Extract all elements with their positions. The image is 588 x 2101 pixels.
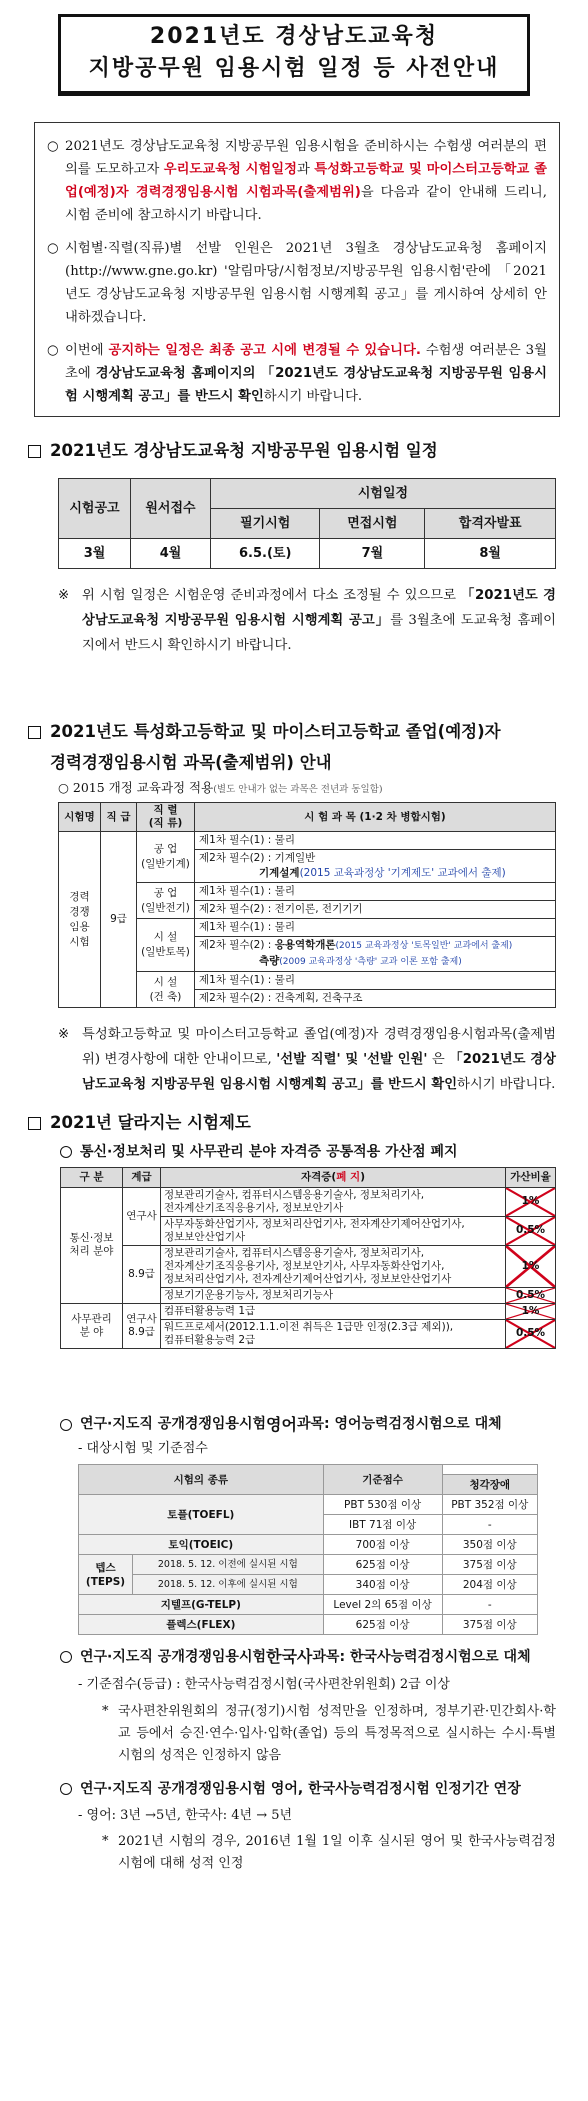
lang-score: PBT 530점 이상 bbox=[323, 1495, 442, 1515]
bonus-cert: 사무자동화산업기사, 정보처리산업기사, 전자계산기제어산업기사, 정보보안산업기사 bbox=[161, 1216, 506, 1245]
bonus-grade: 8.9급 bbox=[123, 1245, 161, 1303]
th-cert-a: 자격증( bbox=[301, 1170, 337, 1183]
circle-bullet-icon: ○ bbox=[47, 241, 59, 256]
notice-text: 하시기 바랍니다. bbox=[263, 389, 363, 404]
lang-hearing: 375점 이상 bbox=[442, 1555, 537, 1575]
th-grade: 직 급 bbox=[101, 803, 137, 832]
history-star-text: 국사편찬위원회의 정규(정기)시험 성적만을 인정하며, 정부기관·민간회사·학교 등에서 승진·연수·입사·입학(졸업) 등의 특정목적으로 실시하는 수시·특별시험의 성적은 인정하지 않음 bbox=[118, 1703, 556, 1763]
subject-bold: 측량 bbox=[259, 955, 280, 967]
bonus-rate bbox=[506, 1303, 556, 1319]
th-interview: 면접시험 bbox=[320, 508, 425, 538]
bonus-table bbox=[60, 1167, 556, 1349]
notice-item-3 bbox=[47, 339, 547, 408]
th-cert-red: 폐 지 bbox=[336, 1170, 361, 1183]
th-written: 필기시험 bbox=[211, 508, 320, 538]
subject-text: 제2차 필수(2) : bbox=[199, 939, 275, 951]
history-heading-c: 과목: 한국사능력검정시험으로 대체 bbox=[312, 1648, 531, 1665]
lang-sub: 2018. 5. 12. 이후에 실시된 시험 bbox=[133, 1575, 324, 1595]
notice-text: 시험별·직렬(직류)별 선발 인원은 2021년 3월초 경상남도교육청 홈페이지(http://www.gne.go.kr) '알림마당/시험정보/지방공무원 임용시험'란에 「2021년도 경상남도교육청 지방공무원 임용시험 시행계획 공고」를 게시하여 상세히 안내하겠습니다. bbox=[65, 241, 547, 325]
lang-score: IBT 71점 이상 bbox=[323, 1515, 442, 1535]
star-mark: * bbox=[102, 1703, 109, 1719]
rate-text: 0.5% bbox=[515, 1224, 546, 1237]
lang-hearing: - bbox=[442, 1595, 537, 1615]
subject-cell: 제1차 필수(1) : 물리 bbox=[195, 832, 556, 850]
th-div: 구 분 bbox=[61, 1167, 123, 1187]
history-heading bbox=[60, 1645, 570, 1669]
schedule-table bbox=[58, 478, 556, 569]
bonus-grade: 연구사 8.9급 bbox=[123, 1303, 161, 1348]
lang-hearing: 204점 이상 bbox=[442, 1575, 537, 1595]
lang-label: 지텔프(G-TELP) bbox=[79, 1595, 324, 1615]
lang-hearing: - bbox=[442, 1515, 537, 1535]
circle-bullet-icon bbox=[60, 1783, 72, 1795]
bonus-rate bbox=[506, 1216, 556, 1245]
english-heading-c: 과목: 영어능력검정시험으로 대체 bbox=[296, 1416, 502, 1433]
circle-bullet-icon bbox=[60, 1146, 72, 1158]
title-box bbox=[58, 14, 530, 96]
td-written: 6.5.(토) bbox=[211, 538, 320, 568]
note-text: 특성화고등학교 및 마이스터고등학교 졸업(예정)자 경력경쟁임용시험과목(출제범위) 변경사항에 대한 안내이므로, bbox=[82, 1027, 556, 1067]
td-notice: 3월 bbox=[59, 538, 131, 568]
th-hearing: 청각장애 bbox=[442, 1475, 537, 1495]
th-subject: 시 험 과 목 (1·2 차 병합시험) bbox=[195, 803, 556, 832]
th-apply: 원서접수 bbox=[131, 478, 211, 538]
period-heading bbox=[60, 1779, 570, 1800]
circle-bullet-icon bbox=[60, 1651, 72, 1663]
subjects-note bbox=[58, 1022, 556, 1097]
period-sub: - 영어: 3년 →5년, 한국사: 4년 → 5년 bbox=[78, 1807, 293, 1823]
notice-highlight: 우리도교육청 시험일정 bbox=[163, 162, 297, 177]
changes-heading-text: 2021년 달라지는 시험제도 bbox=[50, 1113, 251, 1132]
subject-cell: 제1차 필수(1) : 물리 bbox=[195, 883, 556, 901]
subjects-table bbox=[58, 802, 556, 1008]
period-star-text: 2021년 시험의 경우, 2016년 1월 1일 이후 실시된 영어 및 한국사능력검정시험에 대해 성적 인정 bbox=[118, 1834, 556, 1872]
schedule-note bbox=[58, 583, 556, 658]
bonus-div: 사무관리 분 야 bbox=[61, 1303, 123, 1348]
bonus-cert: 정보기기운용기능사, 정보처리기능사 bbox=[161, 1287, 506, 1303]
notice-bold: 경상남도교육청 홈페이지의 「2021년도 경상남도교육청 지방공무원 임용시험 시행계획 공고」를 반드시 확인 bbox=[65, 366, 547, 404]
rate-text: 0.5% bbox=[515, 1327, 546, 1340]
notice-highlight: 특성화고등학교 및 마이스터고등학교 졸업(예정)자 경력경쟁임용시험 시험과목(출제범위) bbox=[65, 162, 548, 200]
notice-item-1 bbox=[47, 135, 547, 227]
subject-bold: 기계설계 bbox=[259, 867, 300, 879]
note-bold: '선발 직렬' 및 '선발 인원' bbox=[276, 1052, 428, 1067]
notice-item-2 bbox=[47, 237, 547, 329]
notice-highlight: 공지하는 일정은 최종 공고 시에 변경될 수 있습니다. bbox=[108, 343, 421, 358]
lang-label: 플렉스(FLEX) bbox=[79, 1615, 324, 1635]
subject-cell bbox=[195, 850, 556, 883]
subject-cell bbox=[195, 937, 556, 972]
th-kind: 시험의 종류 bbox=[79, 1465, 324, 1495]
bonus-cert: 워드프로세서(2012.1.1.이전 취득은 1급만 인정(2.3급 제외)), 컴퓨터활용능력 2급 bbox=[161, 1319, 506, 1348]
lang-score: 700점 이상 bbox=[323, 1535, 442, 1555]
th-rate: 가산비율 bbox=[506, 1167, 556, 1187]
bonus-rate bbox=[506, 1287, 556, 1303]
history-heading-a: 연구·지도직 공개경쟁임용시험 bbox=[80, 1648, 267, 1665]
td-apply: 4월 bbox=[131, 538, 211, 568]
language-table bbox=[78, 1464, 538, 1635]
subject-cell: 제2차 필수(2) : 건축계획, 건축구조 bbox=[195, 990, 556, 1008]
bonus-rate bbox=[506, 1245, 556, 1287]
series-cell: 공 업 (일반전기) bbox=[137, 883, 195, 919]
bonus-heading bbox=[60, 1142, 570, 1163]
notice-text: 2021년도 경상남도교육청 지방공무원 임용시험을 준비하시는 수험생 여러분의 편의를 도모하고자 bbox=[65, 139, 547, 177]
bonus-cert: 컴퓨터활용능력 1급 bbox=[161, 1303, 506, 1319]
lang-hearing: PBT 352점 이상 bbox=[442, 1495, 537, 1515]
subjects-subline bbox=[58, 779, 570, 798]
schedule-heading-text: 2021년도 경상남도교육청 지방공무원 임용시험 일정 bbox=[50, 441, 438, 460]
title-line-1: 2021년도 경상남도교육청 bbox=[149, 24, 439, 49]
lang-label: 토익(TOEIC) bbox=[79, 1535, 324, 1555]
subjects-heading bbox=[28, 720, 570, 745]
notice-text: 수험생 여러분은 3월초에 bbox=[65, 343, 547, 381]
subjects-heading-line-2: 경력경쟁임용시험 과목(출제범위) 안내 bbox=[50, 752, 332, 772]
note-bold: 「2021년도 경상남도교육청 지방공무원 임용시험 시행계획 공고」 bbox=[82, 587, 557, 628]
square-bullet-icon bbox=[28, 1117, 41, 1130]
th-exam: 시험명 bbox=[59, 803, 101, 832]
notice-text: 과 bbox=[296, 162, 315, 177]
english-heading bbox=[60, 1413, 570, 1437]
notice-box bbox=[34, 122, 560, 417]
bonus-rate bbox=[506, 1319, 556, 1348]
lang-score: 625점 이상 bbox=[323, 1615, 442, 1635]
series-cell: 시 설 (일반토목) bbox=[137, 919, 195, 972]
english-heading-a: 연구·지도직 공개경쟁임용시험 bbox=[80, 1416, 267, 1433]
rate-text: 1% bbox=[521, 1195, 540, 1208]
title-line-2: 지방공무원 임용시험 일정 등 사전안내 bbox=[88, 56, 500, 81]
th-grade: 계급 bbox=[123, 1167, 161, 1187]
history-sub: - 기준점수(등급) : 한국사능력검정시험(국사편찬위원회) 2급 이상 bbox=[78, 1677, 450, 1693]
th-result: 합격자발표 bbox=[425, 508, 556, 538]
subject-text: 제2차 필수(2) : 기계일반 bbox=[199, 852, 316, 864]
rate-text: 1% bbox=[521, 1304, 540, 1317]
note-text: 은 bbox=[427, 1052, 450, 1067]
changes-heading bbox=[28, 1111, 570, 1136]
rate-text: 1% bbox=[521, 1259, 540, 1272]
grade-cell: 9급 bbox=[101, 832, 137, 1008]
subject-note: (2015 교육과정상 '기계제도' 교과에서 출제) bbox=[299, 867, 506, 879]
subject-note: (2009 교육과정상 '측량' 교과 이론 포함 출제) bbox=[279, 957, 462, 967]
lang-label: 텝스 (TEPS) bbox=[79, 1555, 133, 1595]
th-cert bbox=[161, 1167, 506, 1187]
star-mark: * bbox=[102, 1834, 109, 1850]
period-heading-text: 연구·지도직 공개경쟁임용시험 영어, 한국사능력검정시험 인정기간 연장 bbox=[80, 1780, 521, 1797]
schedule-heading bbox=[28, 439, 570, 464]
bonus-div: 통신·정보 처리 분야 bbox=[61, 1187, 123, 1303]
note-bold: 「2021년도 경상남도교육청 지방공무원 임용시험 시행계획 공고」를 반드시 확인 bbox=[82, 1052, 556, 1092]
bonus-cert: 정보관리기술사, 컴퓨터시스템응용기술사, 정보처리기사, 전자계산기조직응용기사, 정보보안기사 bbox=[161, 1187, 506, 1216]
bonus-heading-text: 통신·정보처리 및 사무관리 분야 자격증 공통적용 가산점 폐지 bbox=[80, 1143, 458, 1160]
lang-score: 340점 이상 bbox=[323, 1575, 442, 1595]
notice-text: 을 다음과 같이 안내해 드리니, 시험 준비에 참고하시기 바랍니다. bbox=[65, 185, 547, 223]
circle-bullet-icon bbox=[60, 1419, 72, 1431]
lang-score: Level 2의 65점 이상 bbox=[323, 1595, 442, 1615]
subline-small: (별도 안내가 없는 과목은 전년과 동일함) bbox=[213, 784, 383, 796]
rate-text: 0.5% bbox=[515, 1288, 546, 1301]
exam-name: 경력 경쟁 임용 시험 bbox=[59, 832, 101, 1008]
lang-hearing: 350점 이상 bbox=[442, 1535, 537, 1555]
history-heading-b: 한국사 bbox=[266, 1647, 313, 1667]
subject-cell: 제1차 필수(1) : 물리 bbox=[195, 972, 556, 990]
square-bullet-icon bbox=[28, 726, 41, 739]
notice-text: 이번에 bbox=[65, 343, 109, 358]
td-result: 8월 bbox=[425, 538, 556, 568]
circle-bullet-icon: ○ bbox=[47, 139, 59, 154]
circle-bullet-icon: ○ bbox=[47, 343, 59, 358]
th-cert-b: ) bbox=[360, 1170, 365, 1183]
note-mark: ※ bbox=[58, 1027, 70, 1042]
lang-label: 토플(TOEFL) bbox=[79, 1495, 324, 1535]
th-score: 기준점수 bbox=[323, 1465, 442, 1495]
note-mark: ※ bbox=[58, 587, 70, 603]
subject-cell: 제2차 필수(2) : 전기이론, 전기기기 bbox=[195, 901, 556, 919]
lang-sub: 2018. 5. 12. 이전에 실시된 시험 bbox=[133, 1555, 324, 1575]
lang-score: 625점 이상 bbox=[323, 1555, 442, 1575]
bonus-grade: 연구사 bbox=[123, 1187, 161, 1245]
note-text: 를 3월초에 도교육청 홈페이지에서 반드시 확인하시기 바랍니다. bbox=[82, 612, 557, 653]
bonus-rate bbox=[506, 1187, 556, 1216]
subline-text: ○ 2015 개정 교육과정 적용 bbox=[58, 780, 214, 796]
series-cell: 공 업 (일반기계) bbox=[137, 832, 195, 883]
square-bullet-icon bbox=[28, 445, 41, 458]
td-interview: 7월 bbox=[320, 538, 425, 568]
english-sub: - 대상시험 및 기준점수 bbox=[78, 1440, 208, 1456]
th-series: 직 렬 (직 류) bbox=[137, 803, 195, 832]
series-cell: 시 설 (건 축) bbox=[137, 972, 195, 1008]
period-star-note bbox=[102, 1831, 556, 1875]
subject-cell: 제1차 필수(1) : 물리 bbox=[195, 919, 556, 937]
history-star-note bbox=[102, 1701, 556, 1767]
english-heading-b: 영어 bbox=[266, 1414, 297, 1434]
subjects-heading-line-1: 2021년도 특성화고등학교 및 마이스터고등학교 졸업(예정)자 bbox=[50, 721, 501, 741]
th-notice: 시험공고 bbox=[59, 478, 131, 538]
bonus-cert: 정보관리기술사, 컴퓨터시스템응용기술사, 정보처리기사, 전자계산기조직응용기사, 정보보안기사, 사무자동화산업기사, 정보처리산업기사, 전자계산기제어산업기사, 정보보안산업기사 bbox=[161, 1245, 506, 1287]
subject-note: (2015 교육과정상 '토목일반' 교과에서 출제) bbox=[335, 941, 513, 951]
subject-bold: 응용역학개론 bbox=[274, 939, 336, 951]
th-group: 시험일정 bbox=[211, 478, 556, 508]
note-text: 하시기 바랍니다. bbox=[457, 1077, 556, 1092]
note-text: 위 시험 일정은 시험운영 준비과정에서 다소 조정될 수 있으므로 bbox=[82, 587, 461, 603]
lang-hearing: 375점 이상 bbox=[442, 1615, 537, 1635]
th-blank bbox=[442, 1465, 537, 1475]
